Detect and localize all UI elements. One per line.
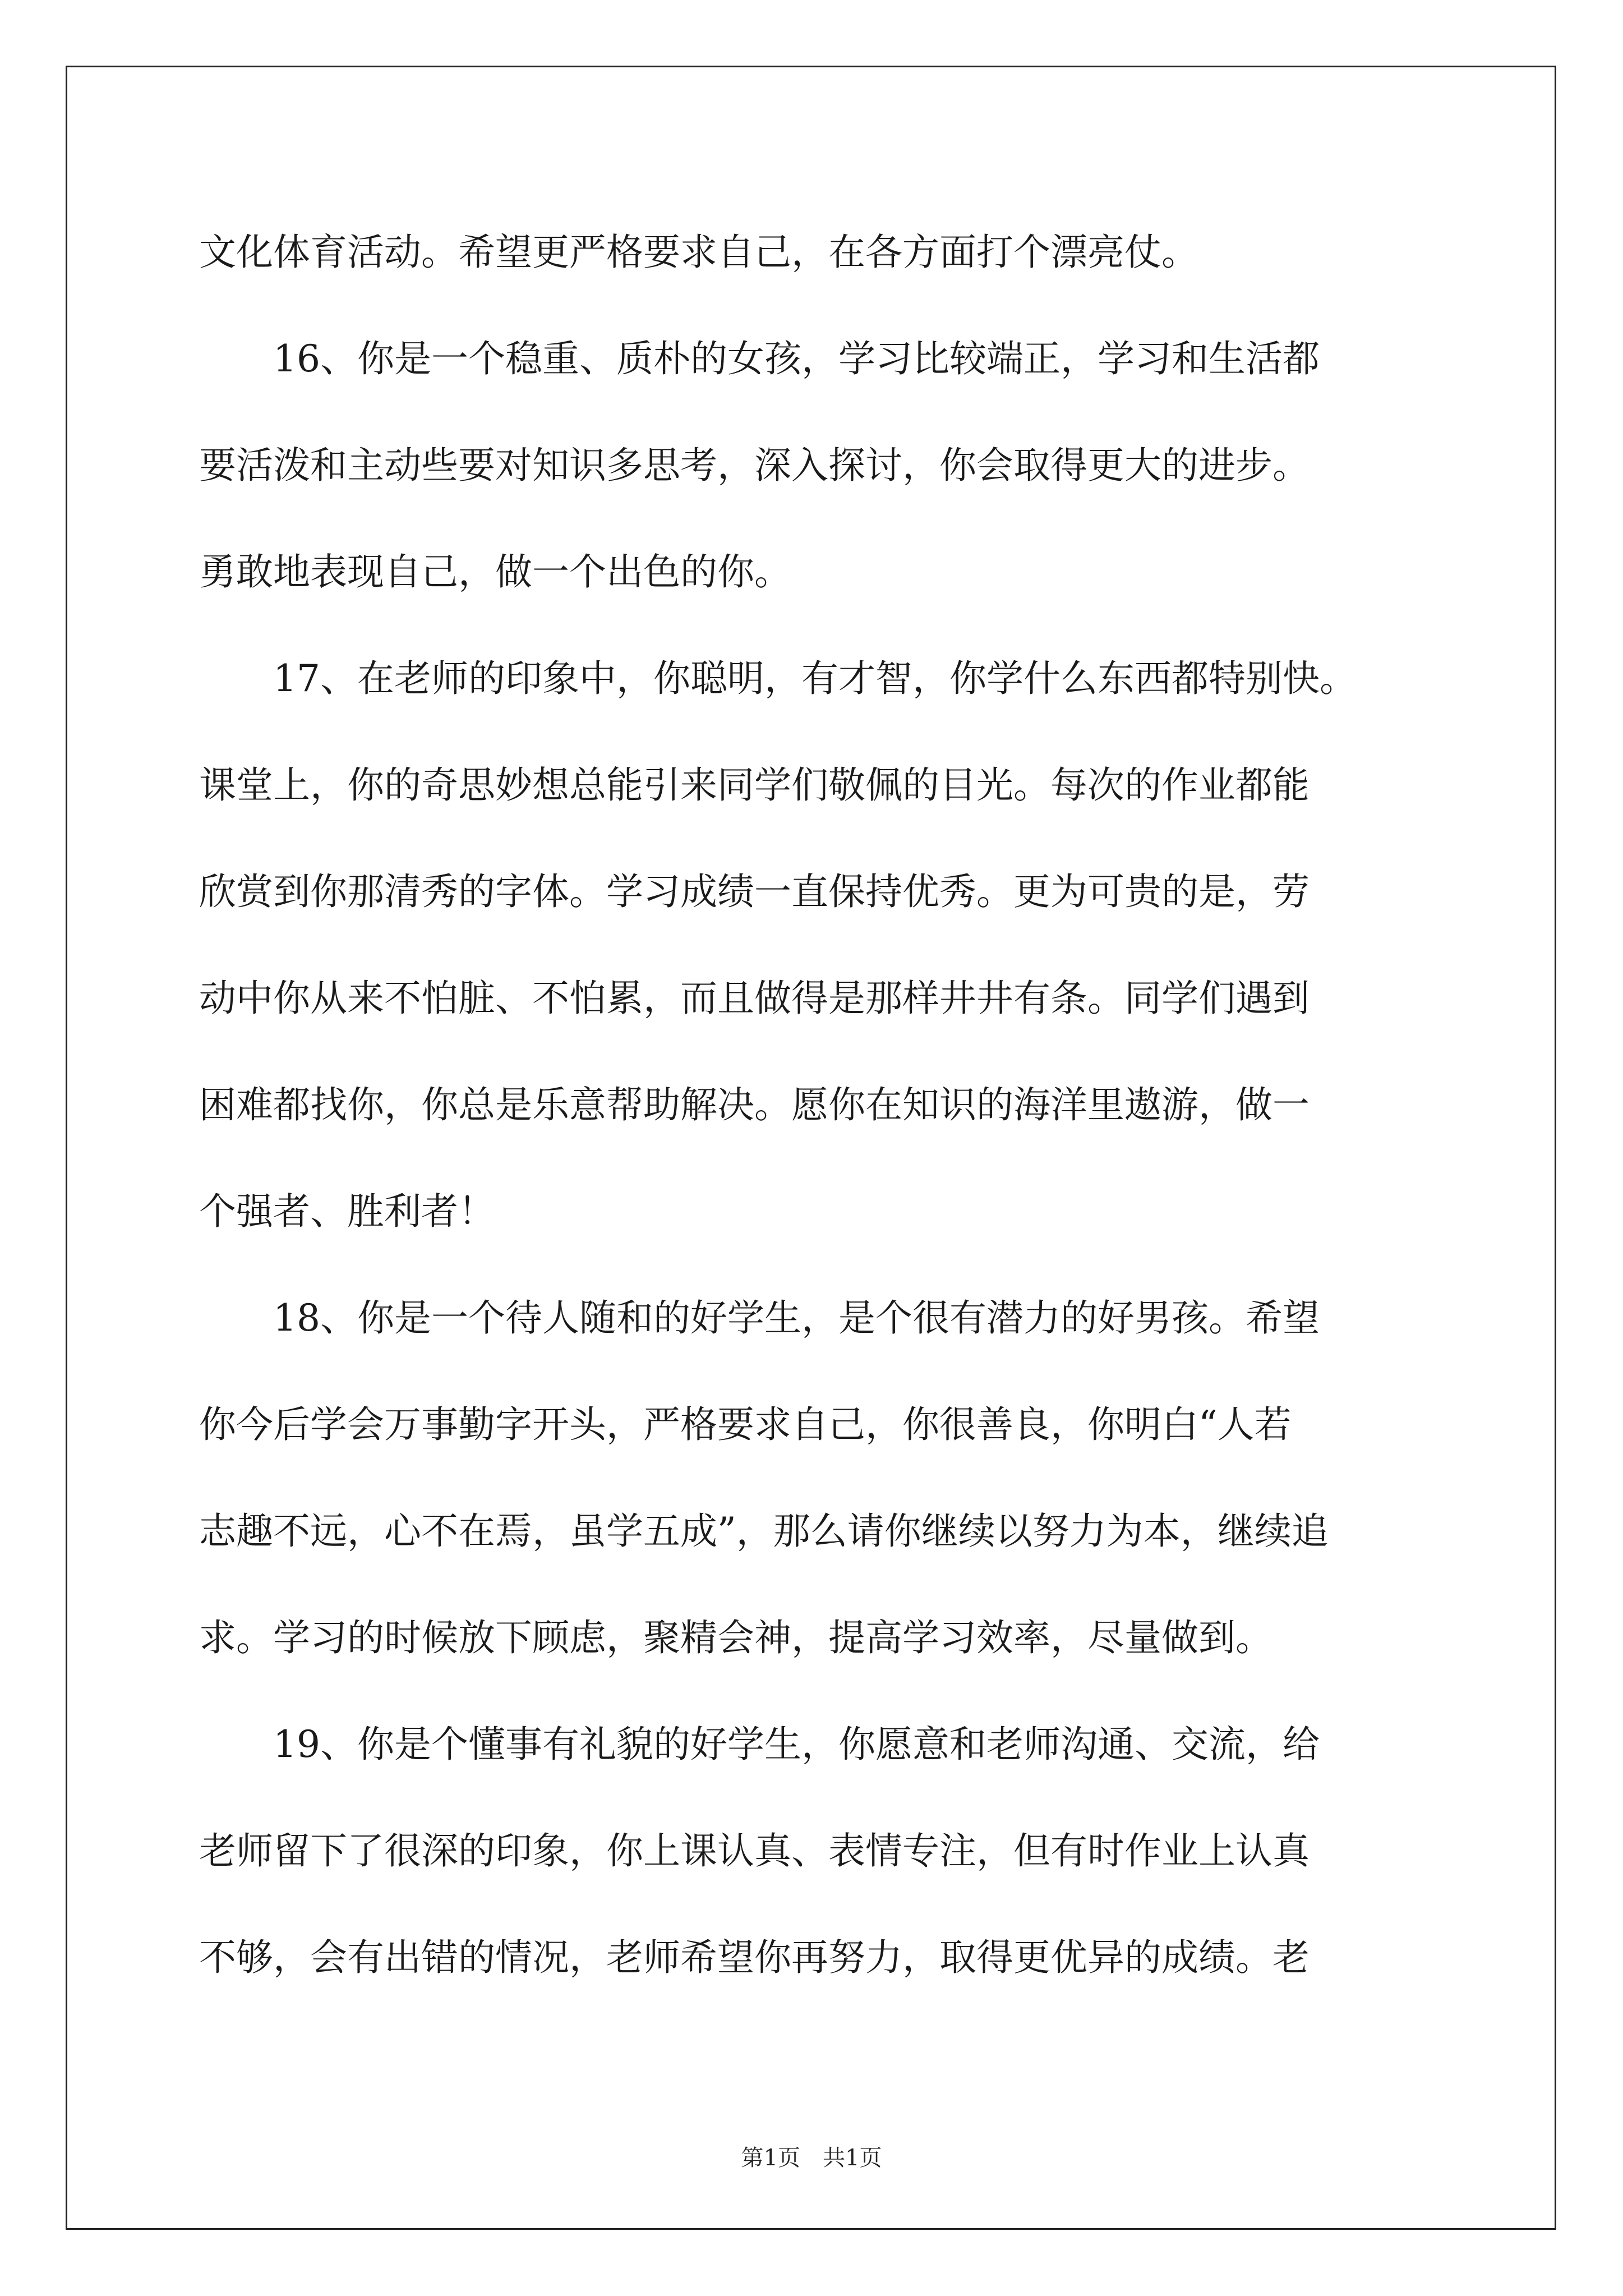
- text-line: 老师留下了很深的印象，你上课认真、表情专注，但有时作业上认真: [199, 1829, 1310, 1872]
- page-footer: 第1页 共1页: [741, 2145, 882, 2171]
- text-line: 课堂上，你的奇思妙想总能引来同学们敬佩的目光。每次的作业都能: [199, 763, 1310, 807]
- paragraph-19-start: 19、你是个懂事有礼貌的好学生，你愿意和老师沟通、交流，给: [273, 1723, 1320, 1766]
- text-line: 要活泼和主动些要对知识多思考，深入探讨，你会取得更大的进步。: [199, 444, 1310, 487]
- text-line: 困难都找你，你总是乐意帮助解决。愿你在知识的海洋里遨游，做一: [199, 1083, 1310, 1126]
- text-line: 求。学习的时候放下顾虑，聚精会神，提高学习效率，尽量做到。: [199, 1616, 1272, 1659]
- text-line: 个强者、胜利者！: [199, 1190, 495, 1233]
- text-line: 动中你从来不怕脏、不怕累，而且做得是那样井井有条。同学们遇到: [199, 977, 1310, 1020]
- text-line: 志趣不远，心不在焉，虽学五成”，那么请你继续以努力为本，继续追: [199, 1510, 1329, 1553]
- text-line: 欣赏到你那清秀的字体。学习成绩一直保持优秀。更为可贵的是，劳: [199, 870, 1310, 913]
- paragraph-18-start: 18、你是一个待人随和的好学生，是个很有潜力的好男孩。希望: [273, 1296, 1320, 1340]
- text-line: 你今后学会万事勤字开头，严格要求自己，你很善良，你明白“人若: [199, 1403, 1292, 1446]
- paragraph-17-start: 17、在老师的印象中，你聪明，有才智，你学什么东西都特别快。: [273, 657, 1357, 700]
- paragraph-16-start: 16、你是一个稳重、质朴的女孩，学习比较端正，学习和生活都: [273, 337, 1320, 380]
- text-line: 勇敢地表现自己，做一个出色的你。: [199, 550, 791, 593]
- text-line: 不够，会有出错的情况，老师希望你再努力，取得更优异的成绩。老: [199, 1936, 1310, 1979]
- text-line: 文化体育活动。希望更严格要求自己，在各方面打个漂亮仗。: [199, 231, 1198, 274]
- document-body: [199, 199, 1450, 2011]
